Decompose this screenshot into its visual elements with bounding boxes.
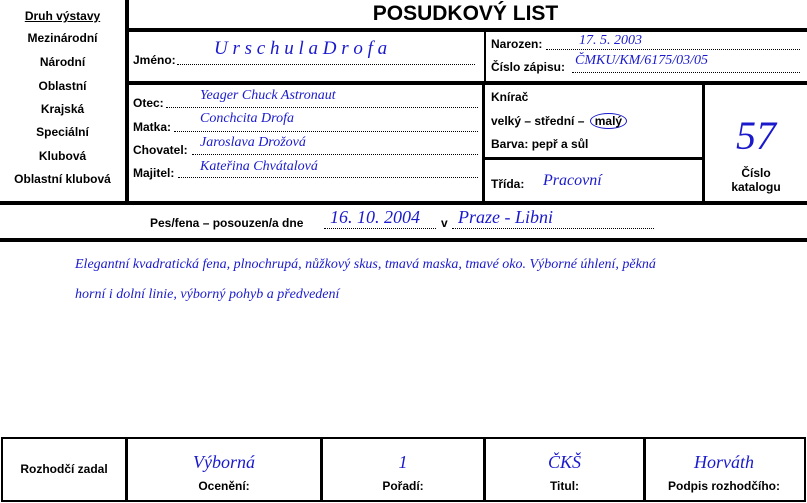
reg-dotted-line (572, 72, 800, 73)
title-bottom-rule (129, 28, 807, 32)
catalog-number: 57 (736, 113, 776, 158)
show-type-item: Mezinárodní (27, 31, 98, 45)
signature-label: Podpis rozhodčího: (668, 479, 780, 493)
judged-bottom-rule (0, 238, 807, 242)
show-type-item: Klubová (38, 149, 87, 163)
judged-prefix: Pes/fena – posouzen/a dne (150, 216, 304, 230)
born-value: 17. 5. 2003 (579, 33, 642, 48)
dog-section-bottom-rule (129, 81, 807, 85)
show-type-item: Oblastní (38, 79, 87, 93)
breed-class-rule (485, 157, 702, 160)
page-title: POSUDKOVÝ LIST (372, 2, 559, 25)
born-divider (484, 32, 486, 81)
judged-in: v (441, 216, 448, 230)
upper-section-bottom-rule (0, 201, 807, 205)
rating-label: Ocenění: (198, 479, 250, 493)
father-value: Yeager Chuck Astronaut (200, 88, 336, 103)
class-label: Třída: (491, 177, 525, 191)
reg-label: Číslo zápisu: (491, 60, 566, 74)
color-line: Barva: pepř a sůl (491, 137, 589, 151)
name-value: U r s c h u l a D r o f a (214, 38, 388, 59)
father-label: Otec: (133, 96, 164, 110)
catalog-label (705, 166, 807, 194)
show-types-header: Druh výstavy (24, 9, 101, 23)
placement-value: 1 (398, 452, 408, 472)
breed-label: Knírač (491, 90, 529, 104)
mother-label: Matka: (133, 120, 172, 134)
breeder-label: Chovatel: (133, 143, 188, 157)
catalog-label-line2: katalogu (731, 180, 781, 194)
owner-label: Majitel: (133, 166, 175, 180)
born-label: Narozen: (491, 37, 543, 51)
name-label: Jméno: (133, 53, 176, 67)
reg-value: ČMKU/KM/6175/03/05 (575, 53, 709, 68)
parents-divider (482, 85, 485, 203)
owner-value: Kateřina Chvátalová (200, 159, 318, 174)
mother-value: Conchcita Drofa (200, 111, 294, 126)
title-value: ČKŠ (547, 452, 581, 472)
show-type-item: Speciální (36, 125, 89, 139)
signature-value: Horváth (694, 452, 754, 472)
placement-label: Pořadí: (382, 479, 424, 493)
born-dotted-line (546, 49, 800, 50)
size-line (491, 113, 627, 129)
mother-dotted-line (174, 131, 478, 132)
owner-dotted-line (178, 177, 478, 178)
judged-date: 16. 10. 2004 (330, 207, 420, 227)
name-dotted-line (177, 64, 475, 65)
show-type-item: Krajská (40, 102, 85, 116)
rating-value: Výborná (193, 452, 255, 472)
show-type-item: Národní (39, 55, 86, 69)
review-line-2: horní i dolní linie, výborný pohyb a předvedení (75, 287, 340, 302)
breeder-dotted-line (192, 154, 478, 155)
judged-place: Praze - Libni (458, 207, 554, 227)
judged-place-dotted (452, 228, 654, 229)
title-label: Titul: (549, 479, 580, 493)
judge-label: Rozhodčí zadal (20, 462, 108, 476)
size-options: velký – střední – (491, 114, 585, 128)
father-dotted-line (166, 107, 478, 108)
show-type-item: Oblastní klubová (14, 172, 111, 186)
breeder-value: Jaroslava Drožová (200, 135, 306, 150)
judged-date-dotted (324, 228, 436, 229)
catalog-label-line1: Číslo (741, 166, 771, 180)
class-value: Pracovní (543, 172, 602, 189)
review-line-1: Elegantní kvadratická fena, plnochrupá, nůžkový skus, tmavá maska, tmavé oko. Výborné úhlení, pěkná (75, 257, 656, 272)
size-selected: malý (590, 113, 627, 129)
